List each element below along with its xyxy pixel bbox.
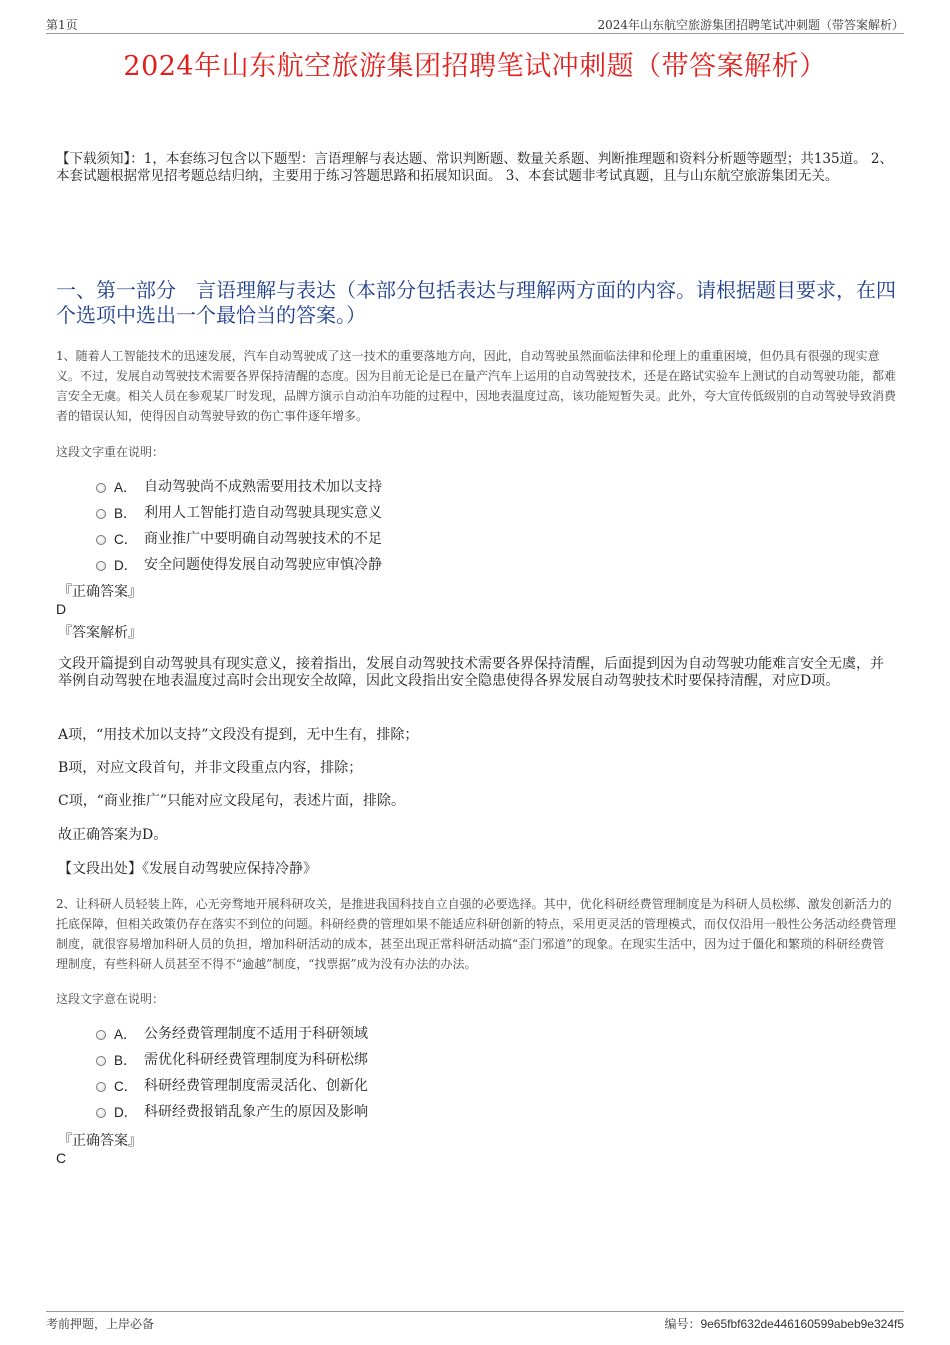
question-1-prompt: 这段文字重在说明：: [56, 445, 165, 459]
option-b[interactable]: [96, 499, 696, 525]
download-notice: 【下载须知】：1，本套练习包含以下题型：言语理解与表达题、常识判断题、数量关系题、判断推理题和资料分析题等题型；共135道。 2、本套试题根据常见招考题总结归纳，主要用于练习答题思路和拓展知识面。 3、本套试题非考试真题，且与山东航空旅游集团无关。: [56, 151, 893, 184]
option-text: 需优化科研经费管理制度为科研松绑: [144, 1052, 368, 1068]
footer-code-value: 9e65fbf632de446160599abeb9e324f5: [700, 1317, 904, 1331]
option-letter: B．: [114, 1053, 137, 1068]
analysis-b-note: B项，对应文段首句，并非文段重点内容，排除；: [58, 760, 363, 776]
section-title: 一、第一部分 言语理解与表达（本部分包括表达与理解两方面的内容。请根据题目要求，在四个选项中选出一个最恰当的答案。）: [56, 278, 896, 327]
text-source: 【文段出处】《发展自动驾驶应保持冷静》: [58, 861, 317, 877]
radio-icon[interactable]: [96, 1056, 106, 1066]
analysis-text: 文段开篇提到自动驾驶具有现实意义，接着指出，发展自动驾驶技术需要各界保持清醒，后面提到因为自动驾驶功能难言安全无虞，并举例自动驾驶在地表温度过高时会出现安全故障，因此文段指出安全隐患使得各界发展自动驾驶技术时要保持清醒，对应D项。: [58, 656, 884, 689]
footer-code: [664, 1315, 904, 1332]
radio-icon[interactable]: [96, 1082, 106, 1092]
option-text: 科研经费管理制度需灵活化、创新化: [144, 1078, 368, 1094]
radio-icon[interactable]: [96, 561, 106, 571]
option-text: 公务经费管理制度不适用于科研领域: [144, 1026, 368, 1042]
option-d[interactable]: [96, 1098, 696, 1124]
answer-label: 『正确答案』: [58, 1133, 142, 1149]
page-number: 第1页: [46, 18, 78, 32]
page-footer: [46, 1311, 904, 1333]
option-d[interactable]: [96, 551, 696, 577]
analysis-conclusion: 故正确答案为D。: [58, 827, 168, 843]
option-letter: A．: [114, 480, 137, 495]
answer-value: D: [56, 601, 67, 617]
option-text: 科研经费报销乱象产生的原因及影响: [144, 1104, 368, 1120]
radio-icon[interactable]: [96, 1108, 106, 1118]
footer-code-label: 编号：: [664, 1317, 701, 1331]
radio-icon[interactable]: [96, 509, 106, 519]
option-text: 自动驾驶尚不成熟需要用技术加以支持: [144, 479, 382, 495]
option-a[interactable]: [96, 473, 696, 499]
header-doc-title: 2024年山东航空旅游集团招聘笔试冲刺题（带答案解析）: [597, 18, 904, 32]
radio-icon[interactable]: [96, 483, 106, 493]
question-2-prompt: 这段文字意在说明：: [56, 992, 165, 1006]
option-letter: C．: [114, 532, 138, 547]
option-letter: C．: [114, 1079, 138, 1094]
radio-icon[interactable]: [96, 1030, 106, 1040]
page-title: 2024年山东航空旅游集团招聘笔试冲刺题（带答案解析）: [123, 51, 827, 82]
option-c[interactable]: [96, 525, 696, 551]
answer-value: C: [56, 1150, 67, 1166]
option-letter: B．: [114, 506, 137, 521]
option-b[interactable]: [96, 1046, 696, 1072]
option-text: 商业推广中要明确自动驾驶技术的不足: [144, 531, 382, 547]
option-text: 安全问题使得发展自动驾驶应审慎冷静: [144, 557, 382, 573]
option-a[interactable]: [96, 1020, 696, 1046]
page-header: [46, 14, 904, 34]
question-2-stem: 2、让科研人员轻装上阵，心无旁骛地开展科研攻关，是推进我国科技自立自强的必要选择。其中，优化科研经费管理制度是为科研人员松绑、激发创新活力的托底保障，但相关政策仍存在落实不到位的问题。科研经费的管理如果不能适应科研创新的特点，采用更灵活的管理模式，而仅仅沿用一般性公务活动经费管理制度，就很容易增加科研人员的负担，增加科研活动的成本，甚至出现正常科研活动搞“歪门邪道”的现象。在现实生活中，因为过于僵化和繁琐的科研经费管理制度，有些科研人员甚至不得不“逾越”制度，“找票据”成为没有办法的办法。: [56, 897, 897, 971]
option-letter: D．: [114, 558, 138, 573]
question-2-options: [96, 1020, 696, 1124]
radio-icon[interactable]: [96, 535, 106, 545]
analysis-a-note: A项，“用技术加以支持”文段没有提到，无中生有，排除；: [58, 727, 419, 743]
question-1-stem: 1、随着人工智能技术的迅速发展，汽车自动驾驶成了这一技术的重要落地方向，因此，自动驾驶虽然面临法律和伦理上的重重困境，但仍具有很强的现实意义。不过，发展自动驾驶技术需要各界保持清醒的态度。因为目前无论是已在量产汽车上运用的自动驾驶技术，还是在路试实验车上测试的自动驾驶功能，都难言安全无虞。相关人员在参观某厂时发现，品牌方演示自动泊车功能的过程中，因地表温度过高，该功能短暂失灵。此外，夸大宣传低级别的自动驾驶导致消费者的错误认知，使得因自动驾驶导致的伤亡事件逐年增多。: [56, 349, 897, 423]
option-text: 利用人工智能打造自动驾驶具现实意义: [144, 505, 382, 521]
answer-label: 『正确答案』: [58, 584, 142, 600]
analysis-label: 『答案解析』: [58, 625, 142, 641]
question-1-options: [96, 473, 696, 577]
option-letter: D．: [114, 1105, 138, 1120]
option-c[interactable]: [96, 1072, 696, 1098]
analysis-c-note: C项，“商业推广”只能对应文段尾句，表述片面，排除。: [58, 793, 406, 809]
option-letter: A．: [114, 1027, 137, 1042]
footer-slogan: 考前押题，上岸必备: [46, 1317, 155, 1331]
